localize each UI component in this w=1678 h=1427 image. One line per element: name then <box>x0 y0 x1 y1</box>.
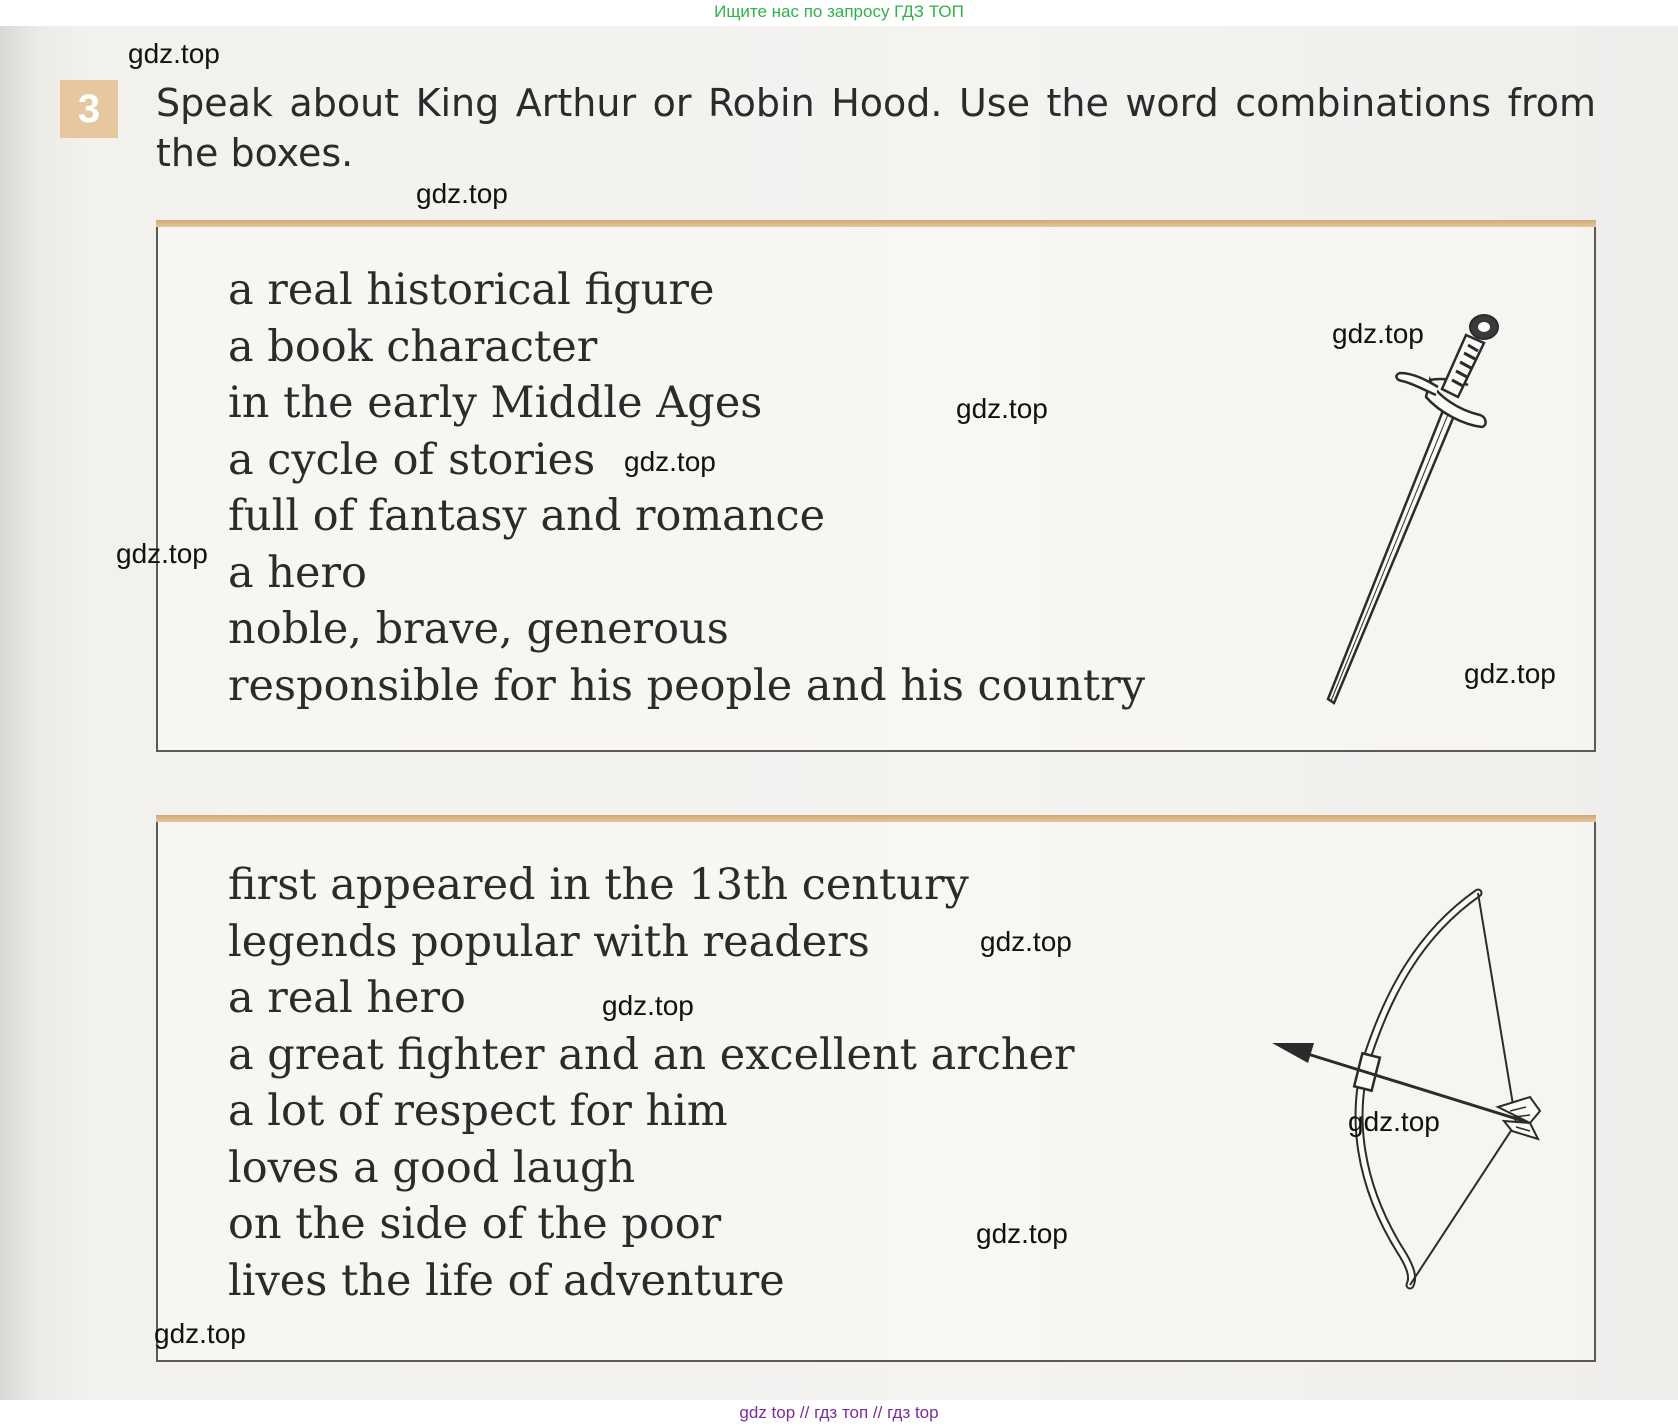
bow-and-arrow-icon <box>1268 885 1558 1305</box>
robin-hood-box <box>156 815 1596 1362</box>
robin-hood-word-list <box>228 857 1075 1309</box>
king-arthur-box <box>156 220 1596 752</box>
list-item: a great fighter and an excellent archer <box>228 1029 1075 1080</box>
list-item: noble, brave, generous <box>228 604 729 654</box>
top-banner <box>0 0 1678 26</box>
watermark: gdz.top <box>128 38 220 69</box>
watermark: gdz.top <box>956 393 1048 424</box>
list-item: a hero <box>228 547 367 598</box>
list-item: a real historical figure <box>228 265 715 315</box>
watermark: gdz.top <box>980 926 1072 957</box>
list-item: first appeared in the 13th century <box>228 860 969 910</box>
king-arthur-word-list <box>228 262 1145 714</box>
list-item: legends popular with readers <box>228 916 870 967</box>
list-item: responsible for his people and his country <box>228 660 1146 711</box>
watermark: gdz.top <box>1464 658 1556 689</box>
watermark: gdz.top <box>154 1318 246 1349</box>
watermark: gdz.top <box>1348 1106 1440 1137</box>
watermark: gdz.top <box>1332 318 1424 349</box>
banner-text: Ищите нас по запросу ГДЗ ТОП <box>714 2 964 21</box>
list-item: in the early Middle Ages <box>228 378 763 428</box>
list-item: a lot of respect for him <box>228 1086 728 1136</box>
list-item: lives the life of adventure <box>228 1255 785 1306</box>
watermark: gdz.top <box>976 1218 1068 1249</box>
watermark: gdz.top <box>602 990 694 1021</box>
watermark: gdz.top <box>416 178 508 209</box>
list-item: a real hero <box>228 973 466 1023</box>
watermark: gdz.top <box>624 446 716 477</box>
bottom-footer <box>0 1400 1678 1427</box>
list-item: full of fantasy and romance <box>228 491 826 541</box>
exercise-instruction: Speak about King Arthur or Robin Hood. Use the word combinations from the boxes. <box>156 81 1596 175</box>
footer-text: gdz top // гдз топ // гдз top <box>739 1403 939 1422</box>
list-item: a cycle of stories <box>228 434 596 485</box>
list-item: on the side of the poor <box>228 1199 722 1249</box>
watermark: gdz.top <box>116 538 208 569</box>
list-item: a book character <box>228 321 598 372</box>
exercise-number-badge: 3 <box>60 80 118 138</box>
show-through-text <box>560 30 573 76</box>
list-item: loves a good laugh <box>228 1142 636 1193</box>
